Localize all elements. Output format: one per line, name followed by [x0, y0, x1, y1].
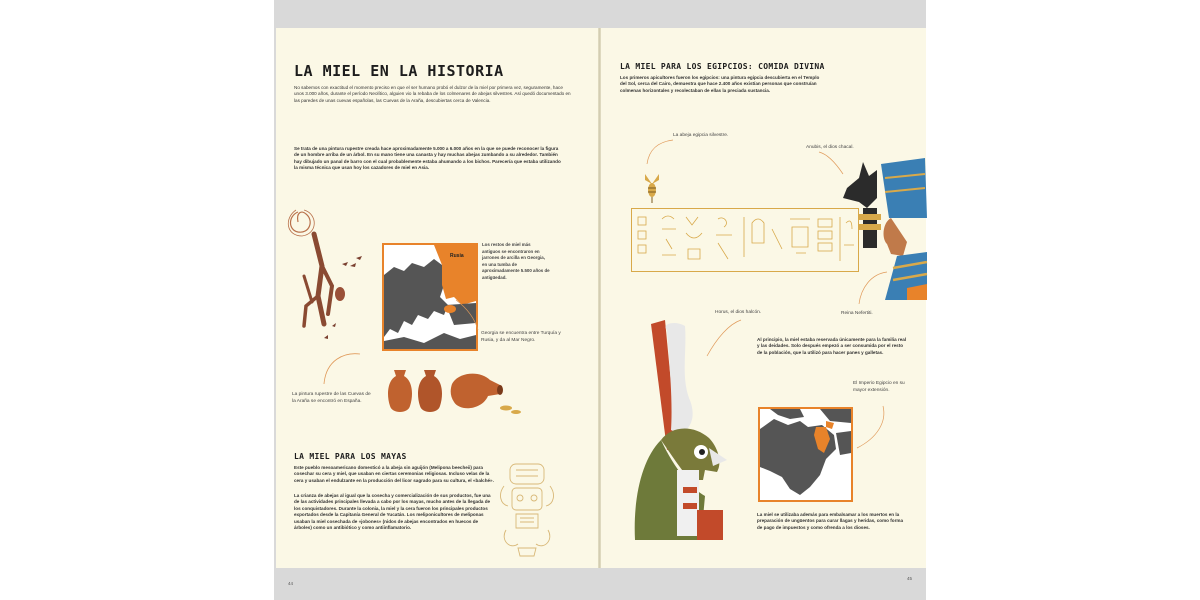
empire-caption: El Imperio Egipcio en su mayor extensión. [853, 381, 905, 393]
clay-jars-illustration [384, 364, 544, 422]
mayan-glyph-illustration [496, 460, 558, 560]
bee-caption: La abeja egipcia silvestre. [673, 133, 729, 138]
empire-pointer-line [853, 404, 893, 452]
intro-paragraph: No sabemos con exactitud el momento preciso en que el ser humano probó el dulzor de la miel por primera vez, seguramente, hace unos 3.000 años, durante el período Neolítico, alguien vio la rebaba de los colmenares de abejas silvestres. Así quedó documentado en las paredes de unas cuevas españolas, las Cuevas de la Araña, descubiertas cerca de Valencia. [294, 85, 571, 103]
egypt-empire-map [758, 407, 853, 502]
right-page [601, 28, 926, 581]
left-page [276, 28, 598, 586]
map-label-rusia: Rusia [450, 253, 464, 259]
curved-arrow [316, 346, 366, 390]
cave-painting-illustration [284, 206, 374, 356]
cave-painting-paragraph: Se trata de una pintura rupestre creada hace aproximadamente 5.000 a 6.000 años en la que se puede reconocer la figura de un hombre arriba de un árbol. En su mano tiene una canasta y hay muchas abejas zumbando a su alrededor. También hay dibujado un panal de barro con el cual probablemente estaba ahumando a los bichos. Parecería que estaba utilizando la misma técnica que usan hoy los cazadores de miel en Asia. [294, 146, 561, 171]
horus-caption: Horus, el dios halcón. [715, 310, 762, 315]
pointer-line [454, 298, 484, 332]
nefertiti-caption: Reina Nefertiti. [841, 311, 873, 316]
horus-illustration [631, 320, 739, 564]
egyptian-bee-icon [641, 170, 663, 204]
page-number-left: 44 [288, 581, 294, 586]
embalming-paragraph: La miel se utilizaba además para embalsamar a los muertos en la preparación de ungüentos para curar llagas y heridas, como forma de pago de impuestos y como ofrenda a los dioses. [757, 512, 904, 530]
anubis-caption: Anubis, el dios chacal. [806, 145, 854, 150]
page-number-right: 45 [907, 576, 913, 581]
cave-caption: La pintura rupestre de las Cuevas de la Araña se encontró en España. [292, 392, 371, 404]
mayas-heading: LA MIEL PARA LOS MAYAS [294, 452, 407, 461]
royal-family-paragraph: Al principio, la miel estaba reservada únicamente para la familia real y las deidades. Solo después empezó a ser consumida por el resto de la población, que la utilizó para hacer panes y galletas. [757, 337, 907, 355]
hieroglyph-panel [631, 208, 859, 272]
georgia-map [382, 243, 478, 351]
page-title: LA MIEL EN LA HISTORIA [294, 62, 504, 80]
clay-jars-caption: Los restos de miel más antiguos se encontraron en jarrones de arcilla en Georgia, en una tumba de aproximadamente 5.500 años de antigüedad. [482, 242, 550, 280]
egypt-intro-paragraph: Los primeros apicultores fueron los egipcios: una pintura egipcia descubierta en el Templo del Sol, cerca del Cairo, demuestra que hace 2.400 años existían personas que construían colmenas horizontales y recolectaban de ellas la preciada sustancia. [620, 75, 820, 93]
mayas-paragraph-1: Este pueblo mesoamericano domesticó a la abeja sin aguijón (Melipona beecheii) para cosechar su cera y miel, que usaban en ciertas ceremonias religiosas. Incluso velas de la cera y usaban el endulzante en la producción del licor sagrado para su cultura, el «balché». [294, 465, 494, 483]
mayas-paragraph-2: La crianza de abejas al igual que la cosecha y comercialización de sus productos, fue una de las actividades principales llevada a cabo por los mayas, mucho antes de la llegada de los conquistadores. Durante la colonia, la miel y la cera fueron los principales productos exportados desde la Capitanía General de Yucatán. Los meliponicultores de meliponas usaban la miel cosechada de «jobones» (nidos de abejas encontrados en huecos de árboles) como un antibiótico y como antiinflamatorio. [294, 493, 491, 531]
nefertiti-pointer-line [851, 268, 891, 308]
georgia-location-caption: Georgia se encuentra entre Turquía y Rusia, y da al Mar Negro. [481, 331, 561, 343]
bee-pointer-line [637, 138, 687, 168]
egypt-heading: LA MIEL PARA LOS EGIPCIOS: COMIDA DIVINA [620, 62, 825, 71]
